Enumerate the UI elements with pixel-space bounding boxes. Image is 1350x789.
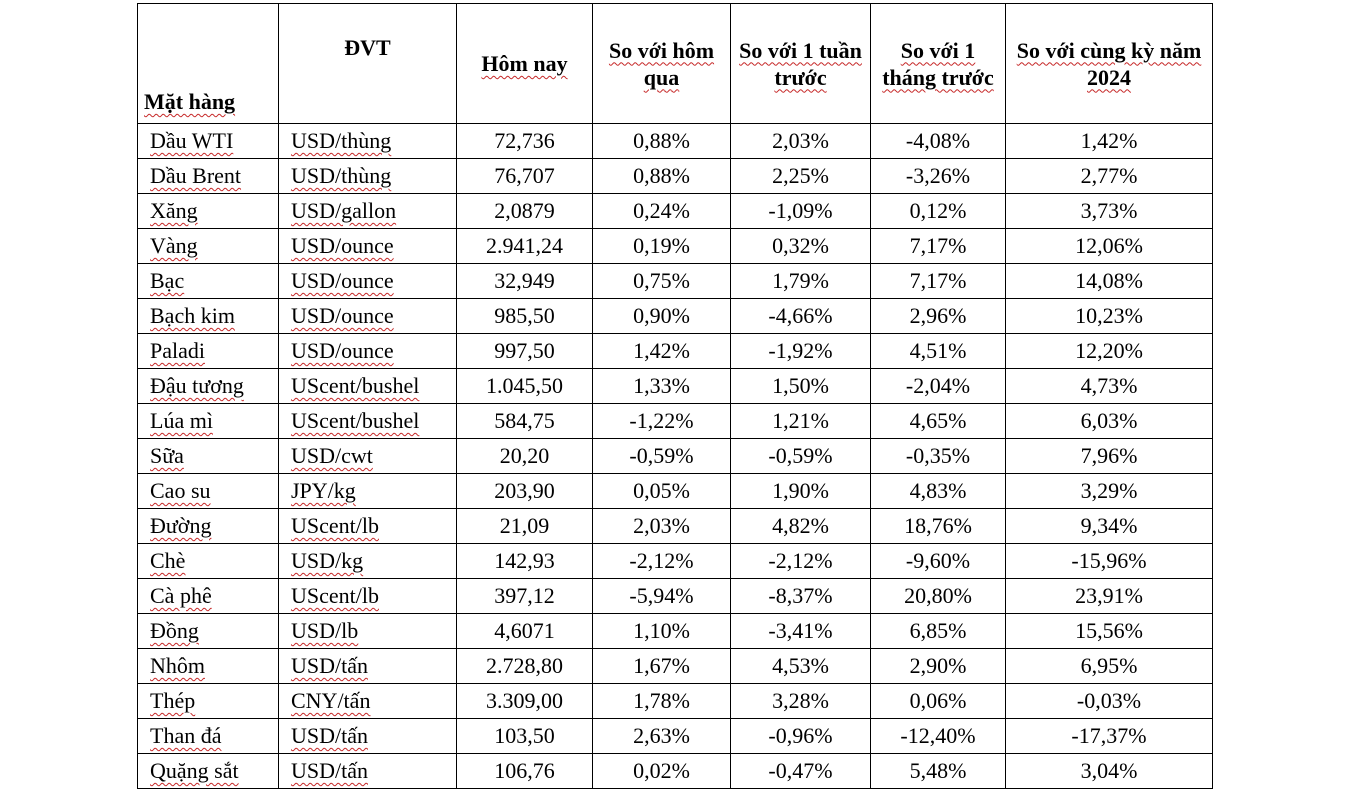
unit-cell-text: USD/lb (291, 618, 359, 643)
commodity-name-text: Cao su (150, 478, 211, 503)
table-row (138, 229, 1213, 264)
vs-year-value: 7,96% (1006, 439, 1213, 474)
vs-yesterday-value: 0,90% (593, 299, 731, 334)
commodity-name (138, 439, 279, 474)
today-value: 4,6071 (457, 614, 593, 649)
unit-cell (279, 614, 457, 649)
commodity-name (138, 474, 279, 509)
commodity-name-text: Dầu WTI (150, 128, 234, 153)
unit-cell-text: USD/gallon (291, 198, 397, 223)
vs-month-value: -2,04% (871, 369, 1006, 404)
vs-month-value: 7,17% (871, 229, 1006, 264)
today-value: 20,20 (457, 439, 593, 474)
today-value: 1.045,50 (457, 369, 593, 404)
vs-year-value: 9,34% (1006, 509, 1213, 544)
table-row (138, 159, 1213, 194)
vs-month-value: 20,80% (871, 579, 1006, 614)
commodity-price-table (137, 3, 1213, 789)
table-row (138, 649, 1213, 684)
vs-month-value: 4,51% (871, 334, 1006, 369)
unit-cell-text: USD/ounce (291, 233, 394, 258)
commodity-name-text: Bạch kim (150, 303, 235, 328)
vs-week-value: 2,03% (731, 124, 871, 159)
today-value: 72,736 (457, 124, 593, 159)
unit-cell (279, 264, 457, 299)
today-value: 203,90 (457, 474, 593, 509)
unit-cell-text: USD/ounce (291, 338, 394, 363)
commodity-name (138, 614, 279, 649)
commodity-name-text: Lúa mì (150, 408, 213, 433)
header-vs-yesterday (593, 4, 731, 124)
unit-cell (279, 194, 457, 229)
vs-week-value: -0,59% (731, 439, 871, 474)
vs-week-value: 4,53% (731, 649, 871, 684)
commodity-name-text: Đậu tương (150, 373, 244, 398)
header-vs-year-label: So với cùng kỳ năm 2024 (1016, 37, 1202, 90)
commodity-name-text: Cà phê (150, 583, 212, 608)
vs-week-value: 4,82% (731, 509, 871, 544)
vs-month-value: -0,35% (871, 439, 1006, 474)
commodity-name (138, 509, 279, 544)
unit-cell-text: UScent/lb (291, 583, 379, 608)
unit-cell (279, 159, 457, 194)
table-row (138, 719, 1213, 754)
unit-cell-text: USD/thùng (291, 128, 392, 153)
vs-week-value: -1,09% (731, 194, 871, 229)
unit-cell (279, 404, 457, 439)
unit-cell (279, 684, 457, 719)
commodity-name (138, 544, 279, 579)
unit-cell-text: USD/ounce (291, 268, 394, 293)
unit-cell (279, 439, 457, 474)
vs-year-value: 1,42% (1006, 124, 1213, 159)
commodity-name (138, 229, 279, 264)
vs-year-value: 6,95% (1006, 649, 1213, 684)
table-row (138, 299, 1213, 334)
unit-cell-text: USD/kg (291, 548, 364, 573)
unit-cell (279, 754, 457, 789)
vs-yesterday-value: -2,12% (593, 544, 731, 579)
vs-year-value: 14,08% (1006, 264, 1213, 299)
vs-month-value: 4,83% (871, 474, 1006, 509)
vs-month-value: -12,40% (871, 719, 1006, 754)
commodity-name-text: Đường (150, 513, 212, 538)
unit-cell (279, 229, 457, 264)
header-vs-month-label: So với 1 tháng trước (882, 37, 994, 90)
vs-year-value: -0,03% (1006, 684, 1213, 719)
commodity-name-text: Sữa (150, 443, 184, 468)
vs-year-value: 10,23% (1006, 299, 1213, 334)
vs-year-value: 3,04% (1006, 754, 1213, 789)
vs-year-value: 15,56% (1006, 614, 1213, 649)
header-today-label: Hôm nay (481, 51, 568, 76)
commodity-name-text: Chè (150, 548, 186, 573)
commodity-name-text: Than đá (150, 723, 222, 748)
commodity-name (138, 124, 279, 159)
vs-yesterday-value: 0,05% (593, 474, 731, 509)
commodity-name (138, 159, 279, 194)
today-value: 985,50 (457, 299, 593, 334)
vs-week-value: -2,12% (731, 544, 871, 579)
unit-cell-text: USD/cwt (291, 443, 373, 468)
unit-cell (279, 649, 457, 684)
vs-yesterday-value: -1,22% (593, 404, 731, 439)
unit-cell-text: USD/ounce (291, 303, 394, 328)
table-row (138, 439, 1213, 474)
vs-week-value: 1,21% (731, 404, 871, 439)
table-row (138, 474, 1213, 509)
table-row (138, 369, 1213, 404)
vs-month-value: 2,90% (871, 649, 1006, 684)
table-row (138, 579, 1213, 614)
vs-week-value: -3,41% (731, 614, 871, 649)
vs-week-value: -8,37% (731, 579, 871, 614)
unit-cell (279, 544, 457, 579)
table-row (138, 264, 1213, 299)
vs-yesterday-value: 2,63% (593, 719, 731, 754)
commodity-name-text: Bạc (150, 268, 185, 293)
commodity-name (138, 299, 279, 334)
unit-cell (279, 509, 457, 544)
vs-week-value: 2,25% (731, 159, 871, 194)
today-value: 106,76 (457, 754, 593, 789)
table-row (138, 684, 1213, 719)
commodity-name (138, 684, 279, 719)
today-value: 2,0879 (457, 194, 593, 229)
vs-yesterday-value: -0,59% (593, 439, 731, 474)
header-vs-week-label: So với 1 tuần trước (739, 37, 862, 90)
vs-month-value: 18,76% (871, 509, 1006, 544)
vs-yesterday-value: 1,67% (593, 649, 731, 684)
vs-yesterday-value: 1,78% (593, 684, 731, 719)
vs-year-value: 23,91% (1006, 579, 1213, 614)
table-body (138, 124, 1213, 789)
vs-yesterday-value: -5,94% (593, 579, 731, 614)
header-today (457, 4, 593, 124)
commodity-name-text: Vàng (150, 233, 198, 258)
vs-yesterday-value: 0,75% (593, 264, 731, 299)
commodity-name-text: Đồng (150, 618, 199, 643)
commodity-name (138, 264, 279, 299)
commodity-name (138, 369, 279, 404)
unit-cell (279, 369, 457, 404)
commodity-name-text: Xăng (150, 198, 198, 223)
header-commodity (138, 4, 279, 124)
commodity-name (138, 194, 279, 229)
unit-cell (279, 719, 457, 754)
today-value: 142,93 (457, 544, 593, 579)
vs-yesterday-value: 0,19% (593, 229, 731, 264)
header-vs-month (871, 4, 1006, 124)
commodity-name-text: Dầu Brent (150, 163, 242, 188)
unit-cell-text: JPY/kg (291, 478, 356, 503)
unit-cell-text: USD/tấn (291, 723, 368, 748)
vs-week-value: 3,28% (731, 684, 871, 719)
table-row (138, 614, 1213, 649)
commodity-name (138, 579, 279, 614)
today-value: 997,50 (457, 334, 593, 369)
unit-cell (279, 474, 457, 509)
today-value: 397,12 (457, 579, 593, 614)
unit-cell (279, 299, 457, 334)
vs-week-value: -0,47% (731, 754, 871, 789)
vs-month-value: 0,12% (871, 194, 1006, 229)
table-row (138, 509, 1213, 544)
vs-year-value: 6,03% (1006, 404, 1213, 439)
unit-cell (279, 124, 457, 159)
unit-cell-text: UScent/lb (291, 513, 379, 538)
vs-yesterday-value: 0,88% (593, 124, 731, 159)
vs-week-value: 1,50% (731, 369, 871, 404)
vs-year-value: -17,37% (1006, 719, 1213, 754)
vs-week-value: 0,32% (731, 229, 871, 264)
commodity-name-text: Nhôm (150, 653, 205, 678)
table-row (138, 194, 1213, 229)
today-value: 2.941,24 (457, 229, 593, 264)
vs-month-value: 2,96% (871, 299, 1006, 334)
vs-year-value: 12,20% (1006, 334, 1213, 369)
table-row (138, 544, 1213, 579)
today-value: 103,50 (457, 719, 593, 754)
commodity-name-text: Quặng sắt (150, 758, 239, 783)
header-vs-week (731, 4, 871, 124)
commodity-name-text: Paladi (150, 338, 205, 363)
table-row (138, 334, 1213, 369)
vs-year-value: 4,73% (1006, 369, 1213, 404)
today-value: 32,949 (457, 264, 593, 299)
vs-month-value: 6,85% (871, 614, 1006, 649)
unit-cell-text: UScent/bushel (291, 373, 420, 398)
vs-year-value: 3,29% (1006, 474, 1213, 509)
commodity-name (138, 754, 279, 789)
commodity-name (138, 404, 279, 439)
header-commodity-label: Mặt hàng (144, 89, 236, 114)
unit-cell (279, 579, 457, 614)
header-unit: ĐVT (279, 4, 457, 124)
unit-cell-text: USD/thùng (291, 163, 392, 188)
table-row (138, 124, 1213, 159)
vs-yesterday-value: 1,33% (593, 369, 731, 404)
table-header-row (138, 4, 1213, 124)
today-value: 3.309,00 (457, 684, 593, 719)
commodity-name (138, 334, 279, 369)
today-value: 584,75 (457, 404, 593, 439)
vs-yesterday-value: 0,02% (593, 754, 731, 789)
unit-cell-text: UScent/bushel (291, 408, 420, 433)
unit-cell-text: USD/tấn (291, 653, 368, 678)
vs-week-value: -0,96% (731, 719, 871, 754)
vs-month-value: 7,17% (871, 264, 1006, 299)
unit-cell (279, 334, 457, 369)
today-value: 2.728,80 (457, 649, 593, 684)
vs-month-value: -9,60% (871, 544, 1006, 579)
commodity-name (138, 649, 279, 684)
vs-year-value: -15,96% (1006, 544, 1213, 579)
vs-year-value: 3,73% (1006, 194, 1213, 229)
table-row (138, 404, 1213, 439)
vs-week-value: -4,66% (731, 299, 871, 334)
vs-week-value: -1,92% (731, 334, 871, 369)
unit-cell-text: USD/tấn (291, 758, 368, 783)
today-value: 76,707 (457, 159, 593, 194)
vs-month-value: -3,26% (871, 159, 1006, 194)
vs-year-value: 2,77% (1006, 159, 1213, 194)
header-vs-year (1006, 4, 1213, 124)
vs-week-value: 1,90% (731, 474, 871, 509)
vs-year-value: 12,06% (1006, 229, 1213, 264)
vs-month-value: -4,08% (871, 124, 1006, 159)
header-vs-yesterday-label: So với hôm qua (608, 37, 715, 90)
vs-yesterday-value: 2,03% (593, 509, 731, 544)
unit-cell-text: CNY/tấn (291, 688, 371, 713)
vs-month-value: 4,65% (871, 404, 1006, 439)
vs-month-value: 0,06% (871, 684, 1006, 719)
vs-week-value: 1,79% (731, 264, 871, 299)
vs-yesterday-value: 0,24% (593, 194, 731, 229)
table-row (138, 754, 1213, 789)
vs-yesterday-value: 1,10% (593, 614, 731, 649)
vs-month-value: 5,48% (871, 754, 1006, 789)
vs-yesterday-value: 0,88% (593, 159, 731, 194)
vs-yesterday-value: 1,42% (593, 334, 731, 369)
commodity-name (138, 719, 279, 754)
commodity-name-text: Thép (150, 688, 196, 713)
today-value: 21,09 (457, 509, 593, 544)
